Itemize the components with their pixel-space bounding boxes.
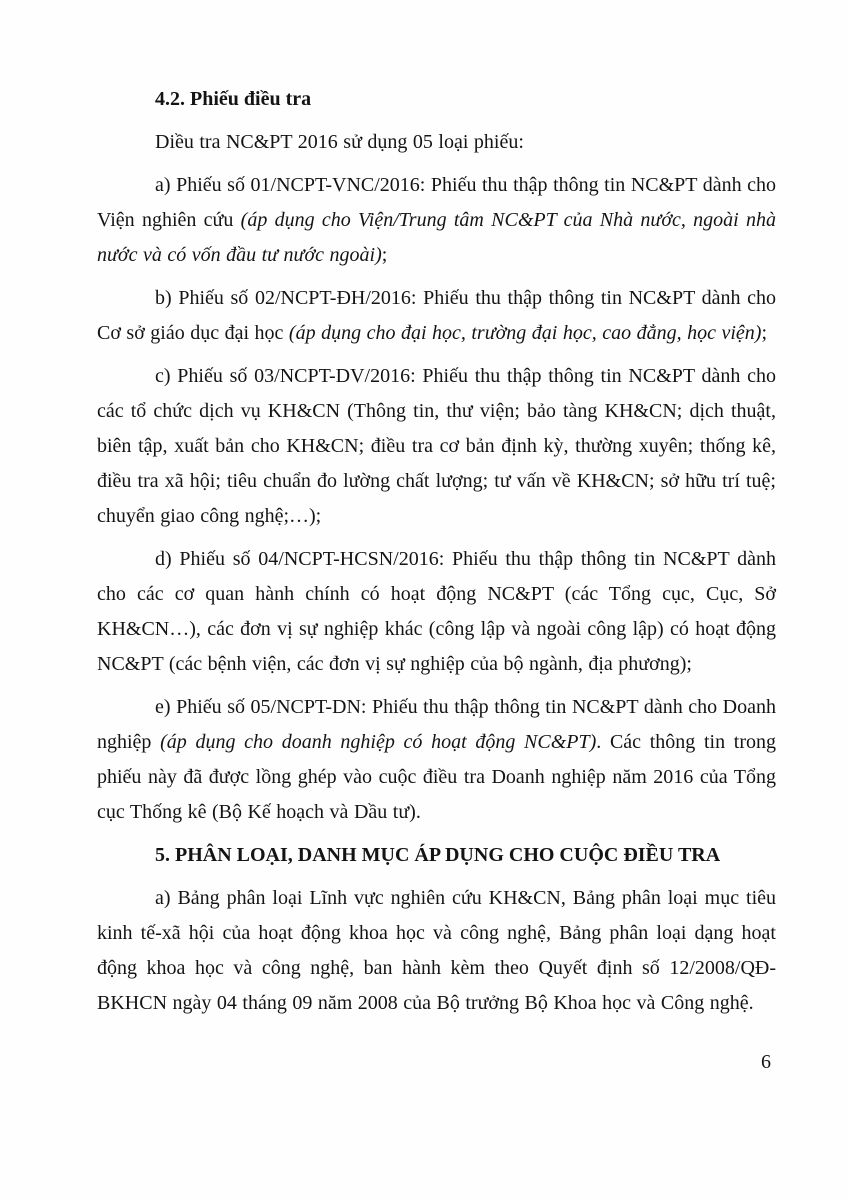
paragraph-c-run-0: c) Phiếu số 03/NCPT-DV/2016: Phiếu thu thập thông tin NC&PT dành cho các tổ chức dịch vụ KH&CN (Thông tin, thư viện; bảo tàng KH&CN; dịch thuật, biên tập, xuất bản cho KH&CN; điều tra cơ bản định kỳ, thường xuyên; thống kê, điều tra xã hội; tiêu chuẩn đo lường chất lượng; tư vấn về KH&CN; sở hữu trí tuệ; chuyển giao công nghệ;…); [97, 365, 776, 527]
paragraph-e [97, 690, 776, 830]
paragraph-e-run-0: e) Phiếu số 05/NCPT-DN: Phiếu thu thập thông tin NC&PT dành cho Doanh nghiệp [97, 696, 776, 753]
heading-5 [97, 838, 776, 873]
paragraph-5a [97, 881, 776, 1021]
paragraph-intro-run-0: Diều tra NC&PT 2016 sử dụng 05 loại phiếu: [155, 131, 524, 153]
paragraph-b-run-0: b) Phiếu số 02/NCPT-ĐH/2016: Phiếu thu thập thông tin NC&PT dành cho Cơ sở giáo dục đại học [97, 287, 776, 344]
paragraph-c [97, 359, 776, 534]
heading-4-2 [97, 82, 776, 117]
paragraph-e-run-2: . Các thông tin trong phiếu này đã được lồng ghép vào cuộc điều tra Doanh nghiệp năm 2016 của Tổng cục Thống kê (Bộ Kế hoạch và Dầu tư). [97, 731, 776, 823]
paragraph-a [97, 168, 776, 273]
document-body [97, 82, 776, 1029]
paragraph-d [97, 542, 776, 682]
paragraph-5a-run-0: a) Bảng phân loại Lĩnh vực nghiên cứu KH&CN, Bảng phân loại mục tiêu kinh tế-xã hội của hoạt động khoa học và công nghệ, Bảng phân loại dạng hoạt động khoa học và công nghệ, ban hành kèm theo Quyết định số 12/2008/QĐ-BKHCN ngày 04 tháng 09 năm 2008 của Bộ trưởng Bộ Khoa học và Công nghệ. [97, 887, 776, 1014]
paragraph-b-run-2: ; [761, 322, 768, 344]
heading-4-2-run-0: 4.2. Phiếu điều tra [155, 88, 312, 110]
paragraph-b-run-1: (áp dụng cho đại học, trường đại học, cao đẳng, học viện) [288, 322, 762, 344]
paragraph-intro [97, 125, 776, 160]
heading-5-run-0: 5. PHÂN LOẠI, DANH MỤC ÁP DỤNG CHO CUỘC ĐIỀU TRA [155, 844, 721, 866]
paragraph-a-run-0: a) Phiếu số 01/NCPT-VNC/2016: Phiếu thu thập thông tin NC&PT dành cho Viện nghiên cứu [97, 174, 776, 231]
paragraph-e-run-1: (áp dụng cho doanh nghiệp có hoạt động NC&PT) [160, 731, 597, 753]
page-number: 6 [761, 1051, 771, 1073]
paragraph-d-run-0: d) Phiếu số 04/NCPT-HCSN/2016: Phiếu thu thập thông tin NC&PT dành cho các cơ quan hành chính có hoạt động NC&PT (các Tổng cục, Cục, Sở KH&CN…), các đơn vị sự nghiệp khác (công lập và ngoài công lập) có hoạt động NC&PT (các bệnh viện, các đơn vị sự nghiệp của bộ ngành, địa phương); [97, 548, 776, 675]
paragraph-a-run-1: (áp dụng cho Viện/Trung tâm NC&PT của Nhà nước, ngoài nhà nước và có vốn đầu tư nước ngoài) [97, 209, 776, 266]
paragraph-a-run-2: ; [381, 244, 388, 266]
paragraph-b [97, 281, 776, 351]
